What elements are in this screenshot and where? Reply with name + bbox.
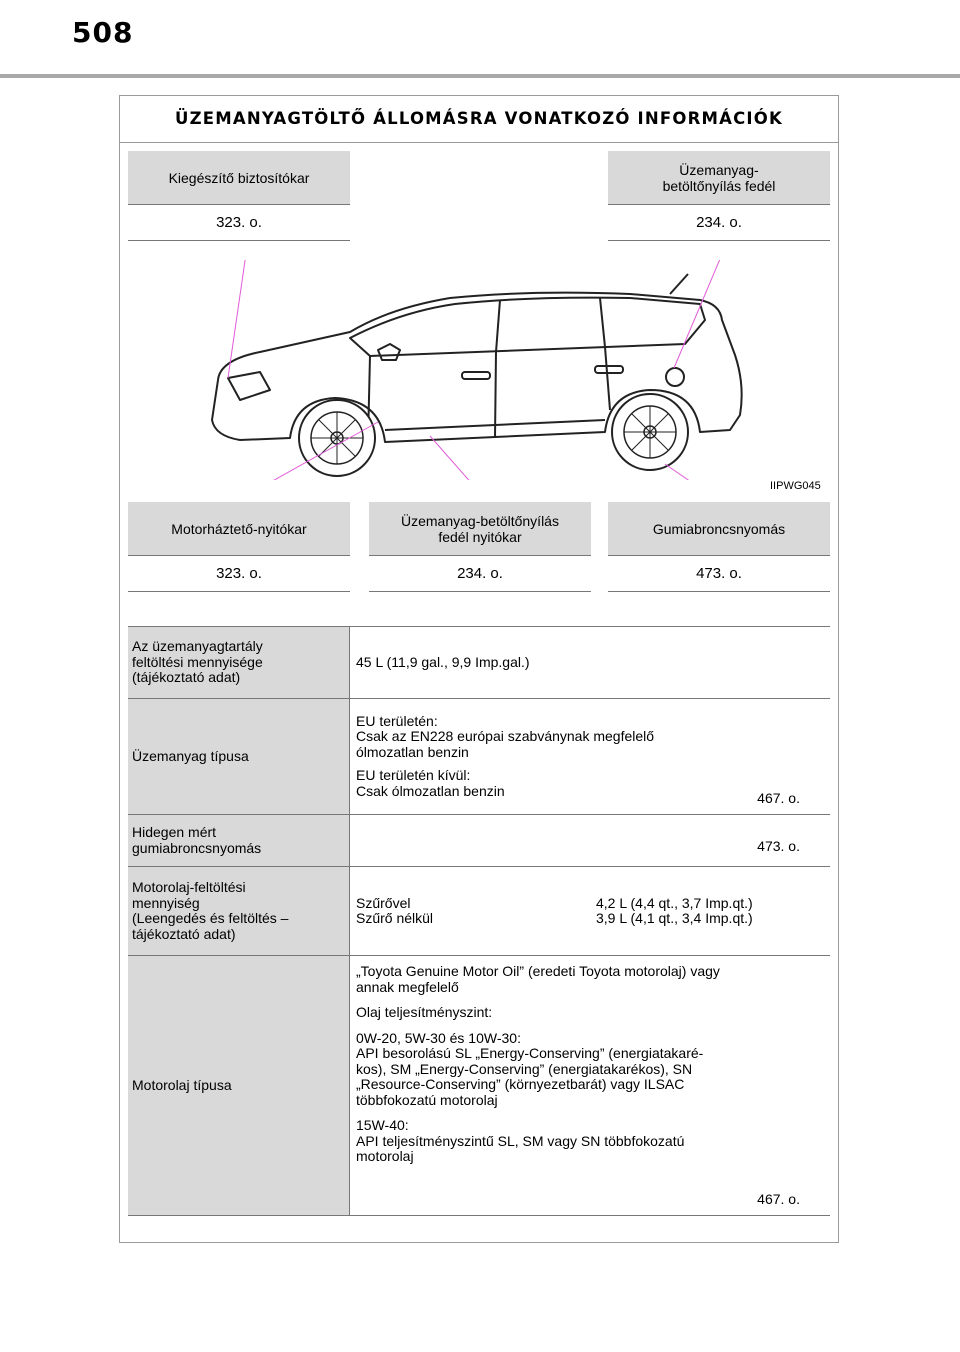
- row-value-oil-type: [350, 956, 830, 1215]
- row-label-tank-capacity: Az üzemanyagtartály feltöltési mennyisége (tájékoztató adat): [128, 627, 350, 698]
- callout-fuel-door-opener-label: Üzemanyag-betöltőnyílás fedél nyitókar: [369, 502, 591, 556]
- row-label-oil-capacity: Motorolaj-feltöltési mennyiség (Leengedés és feltöltés – tájékoztató adat): [128, 867, 350, 955]
- table-row: [128, 626, 830, 698]
- callout-fuse-lever-ref: 323. o.: [128, 205, 350, 241]
- page-number: 508: [72, 16, 134, 49]
- with-filter-label: Szűrővel: [356, 894, 411, 911]
- fuel-type-eu: EU területén: Csak az EN228 európai szabványnak megfelelő ólmozatlan benzin: [356, 712, 655, 760]
- callout-fuse-lever-label: Kiegészítő biztosítókar: [128, 151, 350, 205]
- row-label-oil-type: Motorolaj típusa: [128, 956, 350, 1215]
- info-table: [128, 626, 830, 1216]
- row-value-oil-capacity: [350, 867, 830, 955]
- callout-hood-lever-label: Motorháztető-nyitókar: [128, 502, 350, 556]
- car-side-diagram: [200, 260, 760, 480]
- oil-capacity-without-filter: [356, 911, 800, 927]
- callout-fuel-door-opener-ref: 234. o.: [369, 556, 591, 592]
- row-label-fuel-type: Üzemanyag típusa: [128, 699, 350, 814]
- callout-tire-pressure-label: Gumiabroncsnyomás: [608, 502, 830, 556]
- tank-capacity-value: 45 L (11,9 gal., 9,9 Imp.gal.): [356, 653, 530, 670]
- oil-grade-0w20: 0W-20, 5W-30 és 10W-30: API besorolású SL „Energy-Conserving” (energiatakaré- kos), SM „Energy-Conserving” (energiatakarékos), SN „Resource-Conserving” (környezetbarát) vagy ILSAC többfokozatú motorolaj: [356, 1029, 704, 1108]
- header-rule: [0, 74, 960, 78]
- fuel-type-ref: 467. o.: [757, 789, 800, 806]
- rear-wheel: [612, 394, 688, 470]
- oil-type-genuine: „Toyota Genuine Motor Oil” (eredeti Toyota motorolaj) vagy annak megfelelő: [356, 963, 720, 995]
- row-label-cold-tire-pressure: Hidegen mért gumiabroncsnyomás: [128, 815, 350, 866]
- oil-quality-heading: Olaj teljesítményszint:: [356, 1004, 493, 1020]
- row-value-cold-tire-pressure: [350, 815, 830, 866]
- front-wheel: [299, 400, 375, 476]
- table-row: [128, 955, 830, 1216]
- section-title: ÜZEMANYAGTÖLTŐ ÁLLOMÁSRA VONATKOZÓ INFORMÁCIÓK: [119, 95, 839, 143]
- without-filter-value: 3,9 L (4,1 qt., 3,4 Imp.qt.): [596, 910, 753, 926]
- oil-type-ref: 467. o.: [757, 1190, 800, 1207]
- fuel-type-non-eu: EU területén kívül: Csak ólmozatlan benzin: [356, 767, 505, 799]
- without-filter-label: Szűrő nélkül: [356, 910, 434, 926]
- callout-hood-lever-ref: 323. o.: [128, 556, 350, 592]
- oil-grade-15w40: 15W-40: API teljesítményszintű SL, SM vagy SN többfokozatú motorolaj: [356, 1117, 685, 1164]
- cold-tire-pressure-ref: 473. o.: [757, 837, 800, 854]
- with-filter-value: 4,2 L (4,4 qt., 3,7 Imp.qt.): [596, 894, 753, 911]
- table-row: [128, 698, 830, 814]
- table-row: [128, 814, 830, 866]
- oil-capacity-with-filter: [356, 896, 800, 912]
- image-code: IIPWG045: [770, 480, 821, 492]
- table-row: [128, 866, 830, 955]
- callout-fuel-door-ref: 234. o.: [608, 205, 830, 241]
- row-value-fuel-type: [350, 699, 830, 814]
- row-value-tank-capacity: [350, 627, 830, 698]
- callout-fuel-door-label: Üzemanyag- betöltőnyílás fedél: [608, 151, 830, 205]
- callout-tire-pressure-ref: 473. o.: [608, 556, 830, 592]
